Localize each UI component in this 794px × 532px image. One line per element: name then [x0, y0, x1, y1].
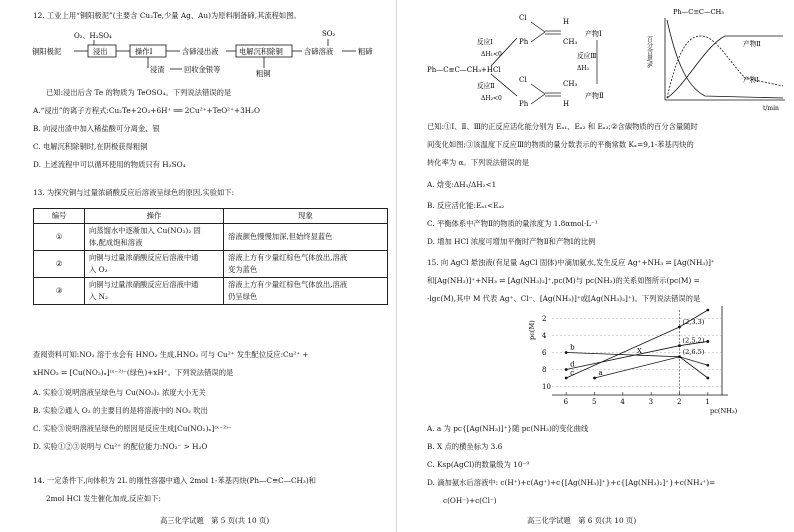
- q12-option-b[interactable]: B. 向浸出渣中加入稀盐酸可分离金、银: [33, 124, 160, 133]
- scheme-p2: 产物Ⅱ: [585, 92, 604, 100]
- y-tick-label: 8: [542, 366, 547, 374]
- y-tick-label: 2: [542, 315, 547, 323]
- q14-option-b[interactable]: B. 反应活化能:Eₐ₁<Eₐ₂: [427, 201, 505, 210]
- graph-product1-curve: [667, 36, 783, 98]
- graph-p1-label: 产物Ⅰ: [743, 76, 759, 84]
- q13-stem: 13. 为探究铜与过量浓硝酸反应后溶液呈绿色的原因,实验如下:: [33, 188, 235, 197]
- q13-option-c[interactable]: C. 实验③说明溶液呈绿色的原因是反应生成[Cu(NO₂)ₓ]⁽ˣ⁻²⁾⁻: [33, 424, 232, 433]
- scheme-r2: 反应Ⅱ: [477, 82, 495, 90]
- q13-option-d[interactable]: D. 实验①②③说明与 Cu²⁺ 的配位能力:NO₂⁻ > H₂O: [33, 442, 208, 451]
- flow-box3: 电解沉积除铜: [239, 47, 283, 56]
- content-time-graph: [645, 6, 793, 114]
- flow-reagents: O₂、H₂SO₄: [74, 32, 112, 40]
- scheme-dh3: ΔH₃: [577, 65, 589, 72]
- data-label: (2,5.2): [682, 336, 705, 345]
- q12-option-a[interactable]: A.“浸出”的离子方程式:Cu₂Te+2O₂+6H⁺ ══ 2Cu²⁺+TeO²⁺+3H₂O: [33, 106, 260, 115]
- x-tick-label: 5: [592, 398, 597, 406]
- scheme-r1: 反应Ⅰ: [477, 38, 493, 46]
- flow-start: 铜阳极泥: [32, 47, 62, 56]
- table-row: ② 向铜与过量浓硝酸反应后溶液中通 入 O₂ 溶液上方有少量红棕色气体放出,溶液 变为蓝色: [34, 251, 388, 278]
- x-tick-label: 2: [677, 398, 682, 406]
- svg-text:Ph: Ph: [519, 100, 529, 108]
- y-axis-label: pc(M): [528, 320, 536, 340]
- series-c-point: [706, 309, 709, 312]
- graph-reactant-curve: [667, 20, 783, 98]
- table-row: ③ 向铜与过量浓硝酸反应后溶液中通 入 N₂ 溶液上方有少量红棕色气体放出,溶液 仍呈绿色: [34, 278, 388, 305]
- x-tick-label: 4: [620, 398, 625, 406]
- table-row: ① 向蒸馏水中逐渐加入 Cu(NO₃)₂ 固 体,配成饱和溶液 溶液颜色慢慢加深,但始终显蓝色: [34, 224, 388, 251]
- data-label: X: [637, 346, 642, 355]
- q15-option-b[interactable]: B. X 点的横坐标为 3.6: [427, 442, 503, 451]
- series-b-point: [678, 355, 681, 358]
- series-d-label: d: [570, 360, 575, 369]
- q14-option-a[interactable]: A. 焓变:ΔH₁/ΔH₂<1: [427, 180, 497, 189]
- series-a-point: [593, 377, 596, 380]
- series-c-label: c: [570, 369, 575, 377]
- series-c-point: [678, 326, 681, 329]
- q15-option-d-2: c(OH⁻)+c(Cl⁻): [443, 496, 497, 505]
- q12-option-d[interactable]: D. 上述流程中可以循环使用的物质只有 H₂SO₄: [33, 160, 186, 169]
- flow-residue: 浸渣: [150, 65, 165, 74]
- flow-end: 粗碲: [358, 47, 373, 56]
- series-d-point: [678, 344, 681, 347]
- x-tick-label: 6: [563, 398, 569, 406]
- q15-option-a[interactable]: A. a 为 pc{[Ag(NH₃)]⁺}随 pc(NH₃)的变化曲线: [427, 424, 589, 433]
- graph-product2-curve: [667, 36, 783, 98]
- q13-table: [33, 208, 388, 305]
- flow-cu: 粗铜: [256, 69, 271, 78]
- graph-legend-top: Ph—C≡C—CH₃: [673, 8, 724, 16]
- q13-option-b[interactable]: B. 实验②通入 O₂ 的主要目的是将溶液中的 NO₂ 吹出: [33, 406, 208, 415]
- series-d-point: [706, 340, 709, 343]
- table-header: 操作: [85, 209, 224, 224]
- series-d-point: [565, 368, 568, 371]
- flow-mid2: 含碲溶液: [304, 47, 334, 56]
- q14-known-1: 已知:①Ⅰ、Ⅱ、Ⅲ的正反应活化能分别为 Eₐ₁、Eₐ₂ 和 Eₐ₃;②含碳物质的百分含量随时: [427, 122, 698, 131]
- q15-stem-2: 和[Ag(NH₃)]⁺+NH₃ ⇌ [Ag(NH₃)₂]⁺,pc(M)与 pc(NH₃)的关系如图所示(pc(M) =: [427, 276, 700, 285]
- svg-text:CH₃: CH₃: [563, 80, 578, 88]
- q14-known-3: 转化率为 α。下列说法错误的是: [427, 158, 530, 167]
- x-tick-label: 3: [648, 398, 654, 406]
- q13-info2: xHNO₂ ⇌ [Cu(NO₂)ₓ]⁽ˣ⁻²⁾⁻(绿色)+xH⁺。下列说法错误的是: [33, 368, 234, 377]
- svg-text:Cl: Cl: [519, 76, 527, 84]
- pc-chart: [522, 300, 742, 420]
- scheme-dh2: ΔH₂<0: [481, 95, 502, 102]
- scheme-dh1: ΔH₁<0: [481, 51, 502, 58]
- x-tick-label: 1: [705, 398, 710, 406]
- footer-right: 高三化学试题 第 6 页(共 10 页): [527, 516, 637, 525]
- q12-option-c[interactable]: C. 电解沉积除铜时,在阴极获得粗铜: [33, 142, 148, 151]
- series-c-point: [565, 377, 568, 380]
- svg-text:CH₃: CH₃: [563, 38, 578, 46]
- flow-mid1: 含碲浸出液: [182, 47, 219, 56]
- x-axis-label: pc(NH₃): [710, 407, 738, 415]
- right-page: [397, 0, 794, 532]
- svg-text:Cl: Cl: [519, 14, 527, 22]
- flow-so2: SO₂: [322, 30, 336, 38]
- svg-text:Ph: Ph: [519, 38, 529, 46]
- table-header: 现象: [224, 209, 388, 224]
- series-b-point: [565, 351, 568, 354]
- q12-flow-diagram: [30, 24, 390, 80]
- q15-option-d-1[interactable]: D. 滴加氨水后溶液中: c(H⁺)+c(Ag⁺)+c{[Ag(NH₃)]⁺}+c{[Ag(NH₃)₂]⁺}+c(NH₄⁺)=: [427, 478, 716, 487]
- graph-p2-label: 产物Ⅱ: [743, 40, 761, 48]
- footer-left: 高三化学试题 第 5 页(共 10 页): [160, 516, 270, 525]
- table-header: 编号: [34, 209, 85, 224]
- graph-xlabel: t/min: [763, 105, 779, 112]
- graph-ylabel: 百分含量/%: [645, 36, 653, 68]
- scheme-r3: 反应Ⅲ: [577, 52, 597, 60]
- q14-stem-2: 2mol HCl 发生催化加成,反应如下:: [46, 494, 161, 503]
- reaction-scheme: [427, 8, 627, 110]
- flow-box2: 操作Ⅰ: [135, 47, 153, 56]
- svg-text:H: H: [563, 18, 570, 26]
- y-tick-label: 6: [542, 349, 547, 357]
- svg-text:H: H: [563, 100, 570, 108]
- y-tick-label: 4: [542, 332, 547, 340]
- q15-option-c[interactable]: C. Ksp(AgCl)的数量级为 10⁻⁹: [427, 460, 530, 469]
- q14-stem-1: 14. 一定条件下,向体积为 2L 的刚性容器中通入 2mol 1-苯基丙炔(Ph—C≡C—CH₃)和: [33, 476, 316, 485]
- data-label: (2,3.3): [682, 318, 705, 326]
- q14-option-d[interactable]: D. 增加 HCl 浓度可增加平衡时产物Ⅱ和产物Ⅰ的比例: [427, 237, 596, 246]
- flow-recover: 回收金银等: [184, 65, 221, 74]
- series-b-label: b: [570, 343, 575, 352]
- q12-stem: 12. 工业上用“铜阳极泥”(主要含 Cu₂Te,少量 Ag、Au)为原料制备碲,其流程如图。: [33, 11, 301, 20]
- series-b-point: [706, 377, 709, 380]
- q14-known-2: 间变化如图;③该温度下反应Ⅲ的物质的量分数表示的平衡常数 Kₓ=9,1-苯基丙炔的: [427, 140, 694, 149]
- q14-option-c[interactable]: C. 平衡体系中产物Ⅱ的物质的量浓度为 1.8αmol·L⁻¹: [427, 219, 598, 228]
- scheme-reactant: Ph—C≡C—CH₃+HCl: [427, 66, 501, 74]
- q13-info1: 查阅资料可知:NO₂ 溶于水会有 HNO₂ 生成,HNO₂ 可与 Cu²⁺ 发生配位反应:Cu²⁺ +: [33, 350, 309, 359]
- y-tick-label: 10: [542, 383, 551, 391]
- q12-known: 已知:浸出后含 Te 的物质为 TeOSO₄。下列说法错误的是: [46, 88, 232, 97]
- q13-option-a[interactable]: A. 实验①说明溶液呈绿色与 Cu(NO₃)₂ 浓度大小无关: [33, 388, 206, 397]
- series-a-point: [706, 364, 709, 367]
- scheme-p1: 产物Ⅰ: [585, 30, 602, 38]
- series-a-label: a: [598, 369, 603, 377]
- q15-stem-1: 15. 向 AgCl 悬浊液(有足量 AgCl 固体)中滴加氨水,发生反应 Ag⁺+NH₃ ⇌ [Ag(NH₃)]⁺: [427, 258, 715, 267]
- q15-stem-3: -lgc(M),其中 M 代表 Ag⁺、Cl⁻、[Ag(NH₃)]⁺或[Ag(NH₃)₂]⁺)。下列说法错误的是: [427, 294, 701, 303]
- data-label: (2,6.5): [682, 347, 705, 356]
- flow-box1: 浸出: [93, 47, 108, 56]
